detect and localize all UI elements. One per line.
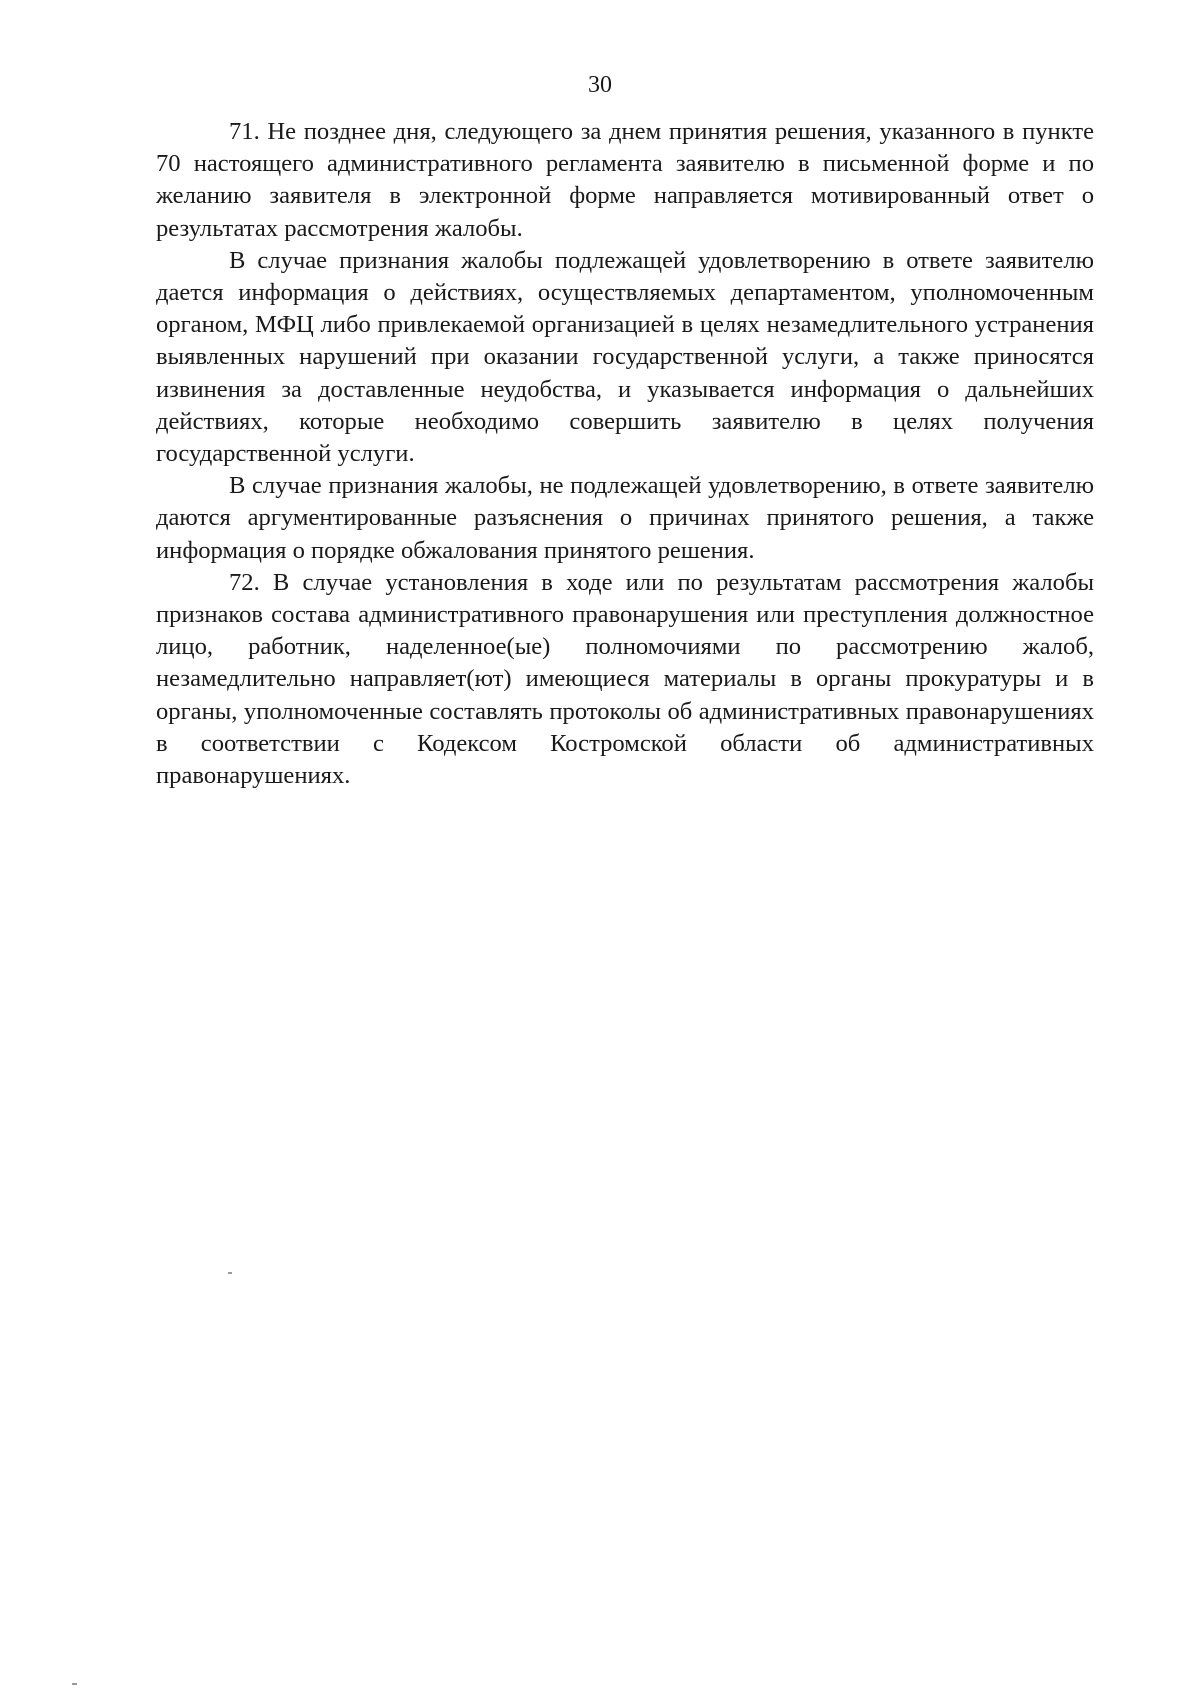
paragraph-72: 72. В случае установления в ходе или по результатам рассмотрения жалобы признаков состава административного правонарушения или преступления должностное лицо, работник, наделенное(ые) полномочиями по рассмотрению жалоб, незамедлительно направляет(ют) имеющиеся материалы в органы прокуратуры и в органы, уполномоченные составлять протоколы об административных правонарушениях в соответствии с Кодексом Костромской области об административных правонарушениях. bbox=[156, 568, 1094, 790]
paragraph-rejected-complaint: В случае признания жалобы, не подлежащей удовлетворению, в ответе заявителю даются аргументированные разъяснения о причинах принятого решения, а также информация о порядке обжалования принятого решения. bbox=[156, 472, 1094, 564]
scan-speck bbox=[228, 1272, 232, 1274]
document-body bbox=[156, 116, 1094, 792]
paragraph-satisfied-complaint: В случае признания жалобы подлежащей удовлетворению в ответе заявителю дается информация о действиях, осуществляемых департаментом, уполномоченным органом, МФЦ либо привлекаемой организацией в целях незамедлительного устранения выявленных нарушений при оказании государственной услуги, а также приносятся извинения за доставленные неудобства, и указывается информация о дальнейших действиях, которые необходимо совершить заявителю в целях получения государственной услуги. bbox=[156, 246, 1094, 468]
paragraph-71: 71. Не позднее дня, следующего за днем принятия решения, указанного в пункте 70 настоящего административного регламента заявителю в письменной форме и по желанию заявителя в электронной форме направляется мотивированный ответ о результатах рассмотрения жалобы. bbox=[156, 118, 1094, 242]
scan-speck bbox=[72, 1683, 77, 1685]
page-number: 30 bbox=[588, 72, 612, 98]
